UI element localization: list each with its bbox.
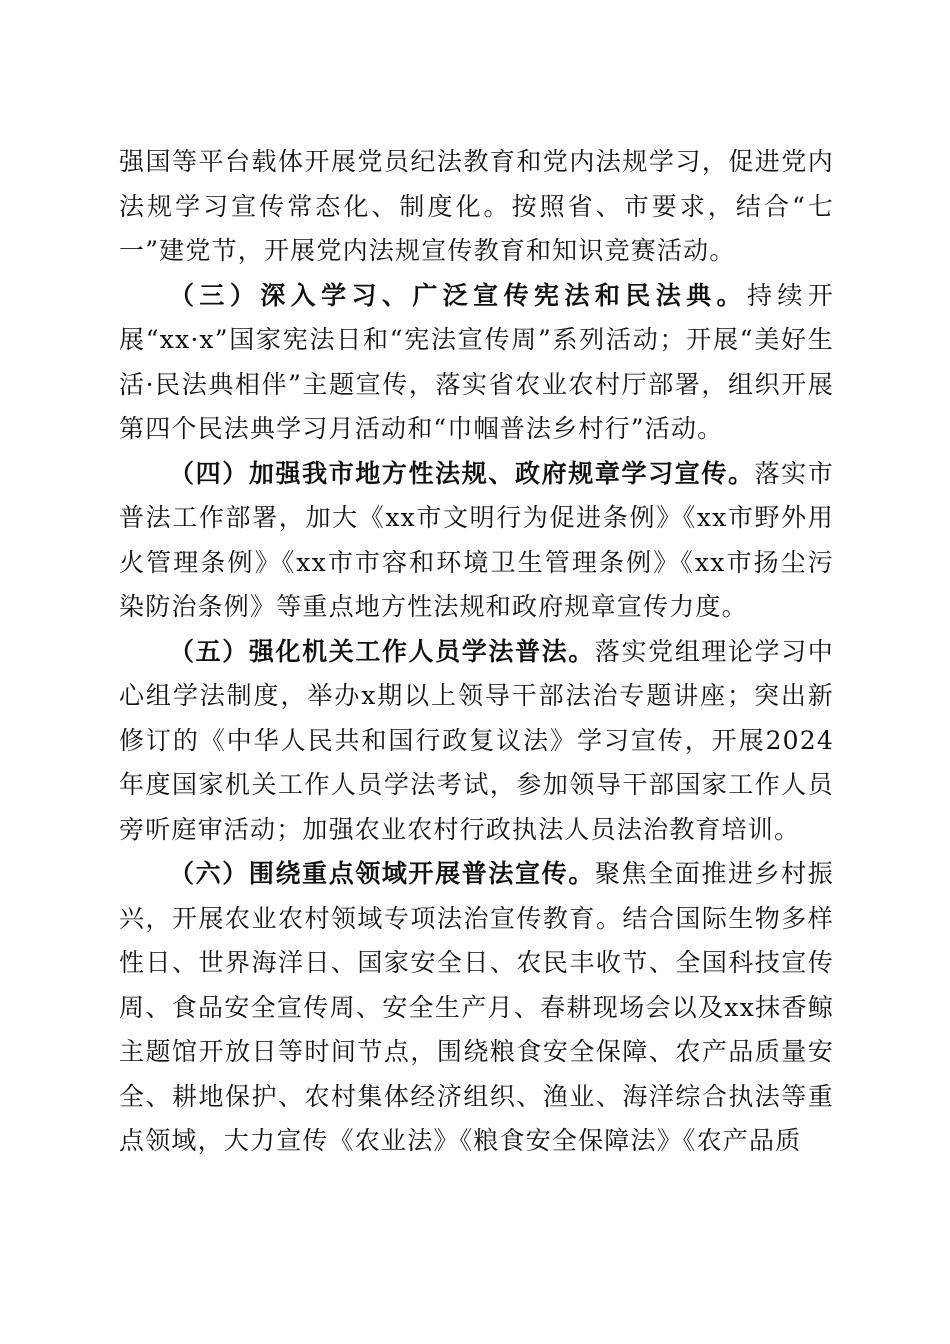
section-4-heading: （四）加强我市地方性法规、政府规章学习宣传。 bbox=[169, 458, 755, 488]
section-6-text: 聚焦全面推进乡村振兴，开展农业农村领域专项法治宣传教育。结合国际生物多样性日、世界海洋日、国家安全日、农民丰收节、全国科技宣传周、食品安全宣传周、安全生产月、春耕现场会以及xx抹香鲸主题馆开放日等时间节点，围绕粮食安全保障、农产品质量安全、耕地保护、农村集体经济组织、渔业、海洋综合执法等重点领域，大力宣传《农业法》《粮食安全保障法》《农产品质 bbox=[119, 859, 834, 1155]
section-5-heading: （五）强化机关工作人员学法普法。 bbox=[169, 636, 595, 666]
section-4-text: 落实市普法工作部署，加大《xx市文明行为促进条例》《xx市野外用火管理条例》《xx市市容和环境卫生管理条例》《xx市扬尘污染防治条例》等重点地方性法规和政府规章宣传力度。 bbox=[119, 458, 834, 621]
paragraph-section-5 bbox=[119, 630, 834, 853]
paragraph-continuation bbox=[119, 140, 834, 274]
paragraph-section-3 bbox=[119, 274, 834, 452]
paragraph-section-4 bbox=[119, 452, 834, 630]
paragraph-section-6 bbox=[119, 852, 834, 1164]
paragraph-text: 强国等平台载体开展党员纪法教育和党内法规学习，促进党内法规学习宣传常态化、制度化。按照省、市要求，结合“七一”建党节，开展党内法规宣传教育和知识竞赛活动。 bbox=[119, 147, 834, 265]
section-3-heading: （三）深入学习、广泛宣传宪法和民法典。 bbox=[169, 280, 747, 310]
section-6-heading: （六）围绕重点领域开展普法宣传。 bbox=[169, 859, 595, 888]
document-body bbox=[119, 140, 834, 1164]
section-5-text: 落实党组理论学习中心组学法制度，举办x期以上领导干部法治专题讲座；突出新修订的《中华人民共和国行政复议法》学习宣传，开展2024年度国家机关工作人员学法考试，参加领导干部国家工作人员旁听庭审活动；加强农业农村行政执法人员法治教育培训。 bbox=[119, 636, 834, 844]
section-3-text: 持续开展“xx·x”国家宪法日和“宪法宣传周”系列活动；开展“美好生活·民法典相伴”主题宣传，落实省农业农村厅部署，组织开展第四个民法典学习月活动和“巾帼普法乡村行”活动。 bbox=[119, 280, 834, 443]
